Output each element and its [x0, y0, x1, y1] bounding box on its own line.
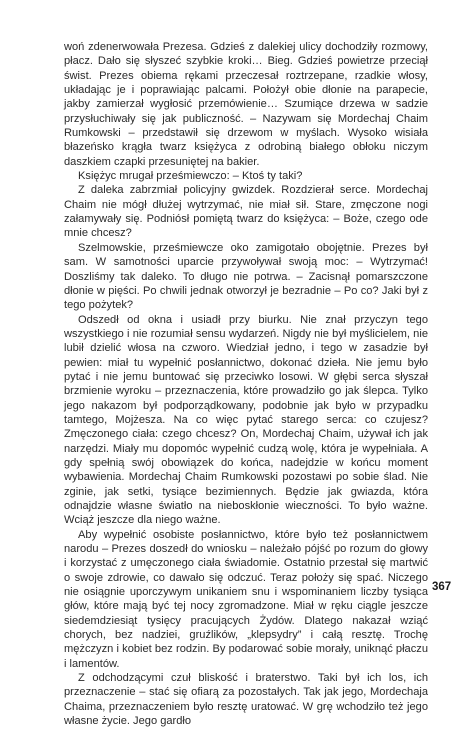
page-number: 367 [432, 581, 452, 593]
paragraph: Z daleka zabrzmiał policyjny gwizdek. Rozdzierał serce. Mordechaj Chaim nie mógł dłużej wytrzymać, nie miał sił. Stare, zmęczone nogi załamywały się. Podniósł pomiętą twarz do księżyca: – Boże, czego ode mnie chcesz? [64, 184, 428, 240]
body-text [64, 40, 428, 729]
paragraph: woń zdenerwowała Prezesa. Gdzieś z dalekiej ulicy dochodziły rozmowy, płacz. Dało się słyszeć szybkie kroki… Bieg. Gdzieś powietrze przeciął świst. Prezes obiema rękami przeczesał roztrzepane, rzadkie włosy, układając je i poprawiając palcami. Położył obie dłonie na parapecie, jakby zamierzał wygłosić przemówienie… Szumiące drzewa w sadzie przysłuchiwały się jak publiczność. – Nazywam się Mordechaj Chaim Rumkowski – przedstawił się drzewom w myślach. Wysoko wisiała błazeńsko krągła twarz księżyca z odrobiną białego obłoku niczym daszkiem czapki przesuniętej na bakier. [64, 41, 428, 168]
paragraph: Księżyc mrugał prześmiewczo: – Ktoś ty taki? [78, 170, 303, 183]
paragraph: Z odchodzącymi czuł bliskość i braterstwo. Taki był ich los, ich przeznaczenie – stać się ofiarą za pozostałych. Tak jak jego, Mordechaja Chaima, przeznaczeniem było resztę uratować. W grę wchodziło też jego własne życie. Jego gardło [64, 672, 428, 728]
paragraph: Odszedł od okna i usiadł przy biurku. Nie znał przyczyn tego wszystkiego i nie rozumiał sensu wydarzeń. Nigdy nie był myślicielem, nie lubił dzielić włosa na czworo. Wiedział jedno, i tego w zasadzie był pewien: miał tu wypełnić posłannictwo, dokonać dzieła. Nie jemu było pytać i nie jemu buntować się przeciwko losowi. W głębi serca słyszał brzmienie wyroku – przeznaczenia, które prowadziło go jak ślepca. Tylko jego nakazom był podporządkowany, podobnie jak było w przypadku tamtego, Mojżesza. Na co więc pytać starego serca: co czujesz? Zmęczonego ciała: czego chcesz? On, Mordechaj Chaim, używał ich jak narzędzi. Miały mu dopomóc wypełnić cudzą wolę, która je wypełniała. A gdy spełnią swój obowiązek do końca, nadejdzie w końcu moment wybawienia. Mordechaj Chaim Rumkowski pozostawi po sobie ślad. Nie zginie, jak setki, tysiące bezimiennych. Będzie jak gwiazda, która odnajdzie własne światło na nieboskłonie wieczności. To było ważne. Wciąż jeszcze dla niego ważne. [64, 313, 428, 527]
paragraph: Aby wypełnić osobiste posłannictwo, które było też posłannictwem narodu – Prezes doszedł do wniosku – należało pójść po rozum do głowy i korzystać z umęczonego ciała świadomie. Ostatnio przestał się martwić o swoje zdrowie, co dawało się odczuć. Teraz położy się spać. Niczego nie osiągnie uporczywym unikaniem snu i wspominaniem liczby tysiąca głów, które mają być tej nocy zgromadzone. Miał w ręku ciągle jeszcze siedemdziesiąt tysięcy pracujących Żydów. Dlatego nakazał wziąć chorych, bez nadziei, gruźlików, „klepsydry” i całą resztę. Trochę mężczyzn i kobiet bez rodzin. By podarować sobie morały, uniknąć płaczu i lamentów. [64, 528, 428, 670]
paragraph: Szelmowskie, prześmiewcze oko zamigotało obojętnie. Prezes był sam. W samotności uparcie przywoływał swoją moc: – Wytrzymać! Doszliśmy tak daleko. To długo nie potrwa. – Zacisnął pomarszczone dłonie w pięści. Po chwili jednak otworzył je bezradnie – Po co? Jaki był z tego pożytek? [64, 241, 428, 312]
